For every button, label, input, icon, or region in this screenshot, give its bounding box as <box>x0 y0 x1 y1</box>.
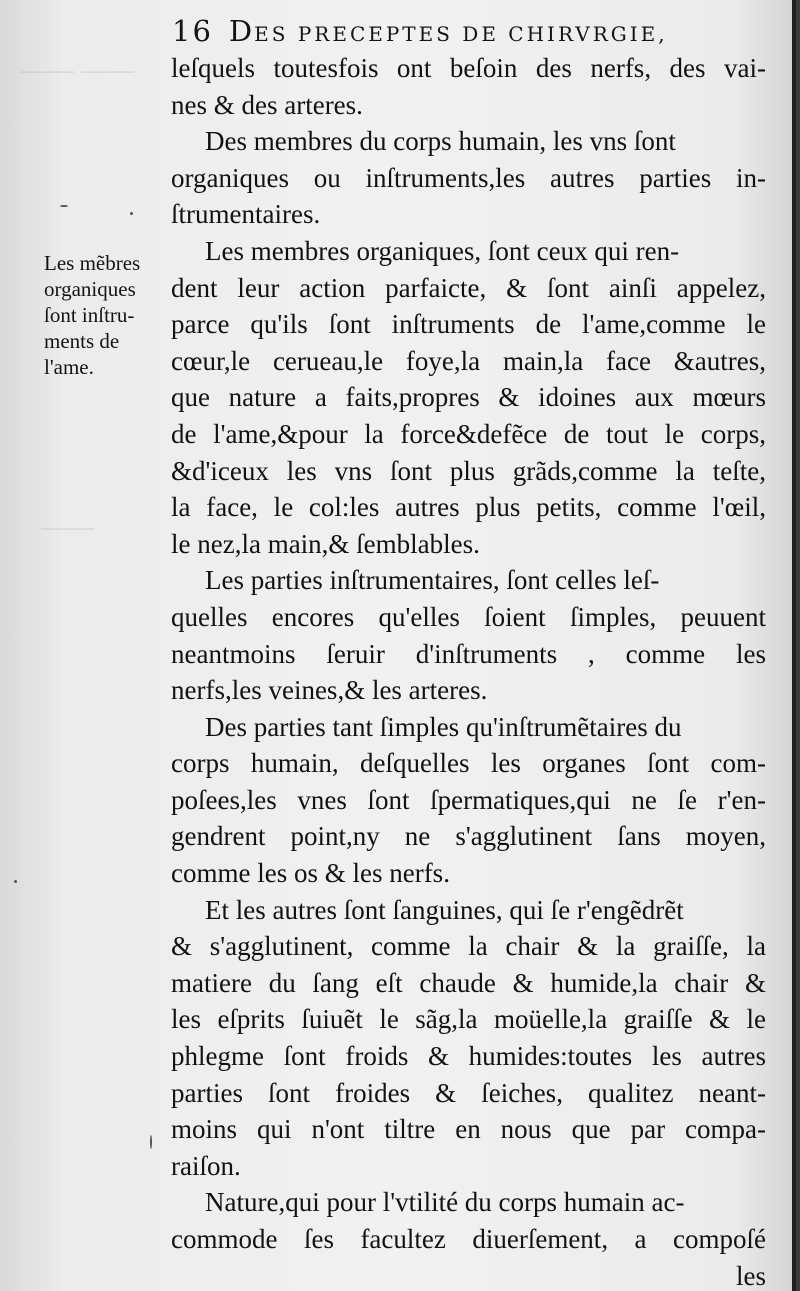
header-title-initial: D <box>228 14 255 48</box>
ink-speck <box>150 1135 152 1149</box>
margin-note-line: organiques <box>44 277 136 301</box>
text-line: & s'agglutinent, comme la chair & la graiſſe, la <box>171 931 766 962</box>
text-line: poſees,les vnes ſont ſpermatiques,qui ne ſe r'en- <box>171 784 766 815</box>
text-line: de l'ame,&pour la force&defẽce de tout le corps, <box>171 418 766 449</box>
text-line: Nature,qui pour l'vtilité du corps humain ac- <box>205 1187 685 1218</box>
bleed-through-mark: ⸻ ⸻ <box>20 58 136 83</box>
text-line: leſquels toutesfois ont beſoin des nerfs, des vai- <box>171 53 766 83</box>
margin-note-line: Les mẽbres <box>44 251 141 275</box>
text-line: gendrent point,ny ne s'agglutinent ſans moyen, <box>171 821 766 852</box>
text-line: Des membres du corps humain, les vns ſont <box>205 126 676 157</box>
ink-speck <box>130 212 133 215</box>
text-line: matiere du ſang eſt chaude & humide,la chair & <box>171 967 766 998</box>
page-edge-shadow <box>792 0 796 1291</box>
text-line: ſtrumentaires. <box>171 199 321 230</box>
text-line: la face, le col:les autres plus petits, comme l'œil, <box>171 492 766 523</box>
running-header <box>172 14 772 50</box>
text-line: parties ſont froides & ſeiches, qualitez neant- <box>171 1077 766 1108</box>
text-line: commode ſes facultez diuerſement, a compoſé <box>171 1224 766 1254</box>
ink-speck <box>14 880 17 883</box>
text-line: phlegme ſont froids & humides:toutes les autres <box>171 1041 766 1072</box>
margin-note <box>44 250 170 380</box>
text-line: les <box>736 1260 766 1291</box>
text-line: nerfs,les veines,& les arteres. <box>171 675 488 706</box>
text-line: neantmoins ſeruir d'inſtruments , comme les <box>171 638 766 669</box>
text-line: Et les autres ſont ſanguines, qui ſe r'engẽdrẽt <box>205 894 684 925</box>
text-line: organiques ou inſtruments,les autres parties in- <box>171 162 766 193</box>
text-line: nes & des arteres. <box>171 89 363 120</box>
margin-note-line: ſont inſtru- <box>44 303 135 327</box>
header-title: ES PRECEPTES DE CHIRVRGIE, <box>254 22 668 46</box>
bleed-through-mark: ⸻ <box>40 515 95 540</box>
text-line: le nez,la main,& ſemblables. <box>171 528 480 559</box>
ink-speck <box>60 205 68 207</box>
text-line: Les membres organiques, ſont ceux qui ren- <box>205 235 680 266</box>
text-line: les eſprits ſuiuẽt le sãg,la moüelle,la graiſſe & le <box>171 1004 766 1035</box>
text-line: Les parties inſtrumentaires, ſont celles leſ- <box>205 565 660 596</box>
text-line: Des parties tant ſimples qu'inſtrumẽtaires du <box>205 711 682 742</box>
text-line: dent leur action parfaicte, & ſont ainſi appelez, <box>171 272 766 303</box>
text-line: corps humain, deſquelles les organes ſont com- <box>171 748 766 779</box>
text-line: moins qui n'ont tiltre en nous que par compa- <box>171 1114 766 1145</box>
text-line: raiſon. <box>171 1150 241 1181</box>
text-line: que nature a faits,propres & idoines aux mœurs <box>171 382 766 413</box>
text-line: comme les os & les nerfs. <box>171 858 450 889</box>
body-text <box>171 50 766 1291</box>
page-number: 16 <box>172 14 213 48</box>
margin-note-line: ments de <box>44 329 120 353</box>
margin-note-line: l'ame. <box>44 355 94 379</box>
text-line: quelles encores qu'elles ſoient ſimples, peuuent <box>171 601 766 632</box>
text-line: parce qu'ils ſont inſtruments de l'ame,comme le <box>171 309 766 340</box>
text-line: &d'iceux les vns ſont plus grãds,comme la teſte, <box>171 455 766 486</box>
text-line: cœur,le cerueau,le foye,la main,la face &autres, <box>171 345 766 376</box>
